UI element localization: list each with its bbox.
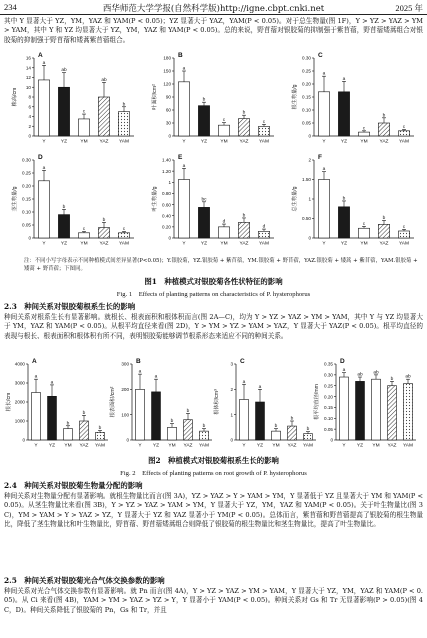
significance-letter: c <box>122 227 126 232</box>
significance-letter: c <box>362 221 366 227</box>
y-tick-label: 0 <box>168 235 171 241</box>
x-tick-label: YZ <box>340 241 348 247</box>
x-tick-label: YAZ <box>99 241 109 247</box>
x-tick-label: YAM <box>398 241 410 247</box>
significance-letter: ab <box>101 77 107 83</box>
x-tick-label: YAZ <box>79 443 89 449</box>
bar <box>378 123 389 136</box>
significance-letter: a <box>34 374 38 380</box>
y-tick-label: 8 <box>28 94 31 100</box>
panel-letter: B <box>178 52 183 59</box>
y-tick-label: 14 <box>25 65 31 71</box>
bar <box>118 233 129 238</box>
significance-letter: a <box>342 368 346 374</box>
y-tick-label: 0.15 <box>22 196 31 202</box>
section-heading: 2.3 种间关系对银胶菊根系生长的影响 <box>4 302 136 311</box>
significance-letter: b <box>290 416 294 422</box>
significance-letter: b <box>242 110 246 116</box>
x-tick-label: YAZ <box>99 139 109 145</box>
significance-letter: b <box>242 213 246 219</box>
paragraph: 种间关系对生物量分配有显著影响。就根生物量比而言(图 3A)，YZ > YAZ > Y > YAM > YM，Y 显著低于 YZ 且显著大于 YM 和 YAM(P < 0.05)。从茎生物量比来看(图 3B)，Y > YZ > YAZ > YAM > YM，Y 显著大于 YZ，YM，YAZ 和 YAM(P < 0.05)。关于叶生物量比(图 3C)，YM > YAM > Y > YAZ > YZ，Y 显著大于 YZ 和 YAZ 显著小于 YM(P < 0.05)。总体而言，紫苜蓿和野苜蓿提高了银胶菊的根生物量比，降低了茎生物量比和叶生物量比，野苜蓿、野苜蓿矮蒿组合则降低了银胶菊的根生物量比和茎生物量比，提高了叶生物量比。 <box>4 492 423 529</box>
section-heading: 2.4 种间关系对银胶菊生物量分配的影响 <box>4 481 143 490</box>
y-axis-label: 叶面积/cm² <box>152 84 158 110</box>
y-tick-label: 6 <box>28 104 31 110</box>
bar <box>58 215 69 238</box>
y-tick-label: 3 <box>230 361 233 367</box>
significance-letter: b <box>102 217 106 223</box>
x-tick-label: YAM <box>118 139 130 145</box>
y-tick-label: 0.30 <box>324 372 333 378</box>
x-tick-label: YAM <box>198 443 210 449</box>
significance-letter: ab <box>373 370 379 376</box>
bar <box>338 92 349 136</box>
y-tick-label: 4000 <box>14 361 25 367</box>
y-tick-label: 1.50 <box>302 177 311 183</box>
y-tick-label: 90 <box>165 94 171 100</box>
y-tick-label: 1 <box>230 412 233 418</box>
bar <box>398 131 409 136</box>
bar <box>78 119 89 136</box>
y-tick-label: 0.35 <box>324 361 333 367</box>
significance-letter: c <box>82 109 86 115</box>
y-tick-label: 30 <box>165 120 171 126</box>
y-tick-label: 0 <box>126 437 129 443</box>
y-tick-label: 0.80 <box>162 191 171 197</box>
significance-letter: b <box>390 376 394 382</box>
significance-letter: a <box>42 165 46 171</box>
significance-letter: b <box>170 419 174 425</box>
x-tick-label: Y <box>42 241 46 247</box>
panel-letter: C <box>318 52 323 59</box>
section-heading: 2.5 种间关系对银胶菊光合气体交换参数的影响 <box>4 576 165 585</box>
significance-letter: a <box>242 379 246 385</box>
y-tick-label: 0.20 <box>324 394 333 400</box>
x-tick-label: YZ <box>60 241 68 247</box>
x-tick-label: YM <box>372 443 380 449</box>
page-header <box>0 0 427 14</box>
x-tick-label: YAZ <box>287 443 297 449</box>
y-tick-label: 1.40 <box>162 157 171 163</box>
bar <box>356 381 365 440</box>
x-tick-label: YM <box>360 139 368 145</box>
y-tick-label: 2 <box>28 123 31 129</box>
x-tick-label: YZ <box>152 443 160 449</box>
figure-1-caption-en: Fig. 1 Effects of planting patterns on characteristics of P. hysterophorus <box>116 291 311 298</box>
bar <box>388 386 397 440</box>
bar <box>258 126 269 136</box>
x-tick-label: YAM <box>94 443 106 449</box>
significance-letter: ab <box>357 372 363 378</box>
bar <box>240 399 249 440</box>
y-tick-label: 0.40 <box>162 213 171 219</box>
figure-2-caption: 图2 种植模式对银胶菊根系生长的影响 <box>148 456 279 465</box>
x-tick-label: YZ <box>48 443 56 449</box>
x-tick-label: YAM <box>258 139 270 145</box>
y-tick-label: 12 <box>25 75 31 81</box>
x-tick-label: YM <box>80 139 88 145</box>
significance-letter: b <box>382 215 386 221</box>
x-tick-label: YM <box>360 241 368 247</box>
x-tick-label: YZ <box>256 443 264 449</box>
x-tick-label: Y <box>182 139 186 145</box>
y-axis-label: 茎生物量/g <box>12 186 18 212</box>
significance-letter: ab <box>61 68 67 74</box>
y-tick-label: 0.05 <box>324 426 333 432</box>
y-tick-label: 0.25 <box>302 68 311 74</box>
bar <box>38 80 49 136</box>
y-tick-label: 0 <box>330 437 333 443</box>
y-tick-label: 1 <box>168 179 171 185</box>
chart-panel <box>312 358 416 449</box>
bar <box>318 92 329 136</box>
panel-letter: A <box>32 358 37 365</box>
significance-letter: a <box>322 71 326 77</box>
bar <box>168 427 177 440</box>
x-tick-label: YM <box>80 241 88 247</box>
x-tick-label: YM <box>220 241 228 247</box>
y-tick-label: 4 <box>28 114 31 120</box>
significance-letter: a <box>50 380 54 386</box>
significance-letter: a <box>138 369 142 375</box>
y-tick-label: 100 <box>121 412 129 418</box>
y-tick-label: 0.50 <box>302 216 311 222</box>
header-rule <box>0 14 427 15</box>
y-tick-label: 0.20 <box>162 224 171 230</box>
y-tick-label: 180 <box>163 55 171 61</box>
x-tick-label: YZ <box>340 139 348 145</box>
y-axis-label: 根生物量/g <box>292 84 298 110</box>
y-tick-label: 200 <box>121 387 129 393</box>
significance-letter: c <box>402 125 406 130</box>
bar <box>178 82 189 136</box>
significance-letter: c <box>262 119 266 125</box>
significance-letter: bc <box>201 197 207 203</box>
x-tick-label: Y <box>242 443 246 449</box>
significance-letter: b <box>98 426 102 431</box>
significance-letter: b <box>382 113 386 119</box>
x-tick-label: YAM <box>118 241 130 247</box>
x-tick-label: YAZ <box>239 139 249 145</box>
bar <box>198 207 209 238</box>
paragraph: 种间关系对光合气体交换参数有显著影响。就 Pn 而言(图 4A)，Y > YZ > YAZ > YM > YAM，Y 显著大于 YZ，YM，YAZ 和 YAM(P < 0.05)。从 Ci 来看(图 4B)，YAM > YM > YAZ > YZ > Y，Y 显著小于 YAM(P < 0.05)。种间关系对 Gs 和 Tr 无显著影响(P > 0.05)(图 4C，D)。种间关系降低了银胶菊的 Pn，Gs 和 Tr，并且 <box>4 587 423 614</box>
significance-letter: a <box>258 384 262 390</box>
bar <box>178 180 189 239</box>
bar <box>98 97 109 136</box>
bar <box>372 379 381 440</box>
bar <box>200 431 209 440</box>
significance-letter: a <box>342 76 346 82</box>
significance-letter: a <box>182 66 186 72</box>
significance-letter: b <box>186 408 190 414</box>
chart-panel <box>212 358 316 449</box>
chart-panel <box>108 358 212 449</box>
bar <box>238 222 249 238</box>
paragraph: 其中 Y 显著大于 YZ，YM，YAZ 和 YAM(P < 0.05)；YZ 显著大于 YAZ，YAM(P < 0.05)。对于总生物量(图 1F)，Y > YZ > YAZ > YM > YAM，其中 Y 和 YZ 均显著大于 YZ，YM，YAZ 和 YAM(P < 0.05)。总的来说，野苜蓿对银胶菊的抑制强于紫苜蓿，野苜蓿矮蒿组合对银胶菊的抑制强于野苜蓿和矮蒿紫苜蓿组合。 <box>4 17 423 44</box>
significance-letter: b <box>122 102 126 108</box>
significance-letter: b <box>306 427 310 433</box>
significance-letter: c <box>222 118 226 124</box>
bar <box>58 87 69 136</box>
bar <box>80 421 89 440</box>
bar <box>340 377 349 440</box>
figure-1-panels <box>0 52 427 256</box>
bar <box>38 181 49 238</box>
x-tick-label: YAZ <box>379 139 389 145</box>
paragraph: 种间关系对根系生长有显著影响。就根长、根表面积和根体积而言(图 2A—C)，均为 Y > YZ > YAZ > YM > YAM，其中 Y 与 YZ 均显著大于 YM，YAZ 和 YAM(P < 0.05)。从根平均直径来看(图 2D)，Y > YM > YZ > YAM > YAZ，Y 显著大于 YAZ(P < 0.05)。根平均直径的表现与根长、根表面积和根体积有所不同，表明银胶菊能够调节根系形态来适应不同的种间关系。 <box>4 313 423 340</box>
y-tick-label: 0 <box>22 437 25 443</box>
bar <box>338 207 349 238</box>
significance-letter: a <box>322 167 326 173</box>
bar <box>98 228 109 238</box>
figure-2-panels <box>0 356 427 453</box>
y-tick-label: 0 <box>28 235 31 241</box>
y-tick-label: 0.25 <box>22 170 31 176</box>
y-tick-label: 150 <box>163 68 171 74</box>
x-tick-label: YM <box>64 443 72 449</box>
y-tick-label: 2 <box>230 387 233 393</box>
y-tick-label: 10 <box>25 84 31 90</box>
bar <box>152 392 161 440</box>
y-tick-label: 0.20 <box>22 183 31 189</box>
significance-letter: d <box>222 219 226 225</box>
panel-letter: F <box>318 154 322 161</box>
x-tick-label: Y <box>322 139 326 145</box>
x-tick-label: Y <box>138 443 142 449</box>
y-axis-label: 根体积/cm³ <box>214 389 220 415</box>
bar <box>318 180 329 239</box>
x-tick-label: YAZ <box>183 443 193 449</box>
panel-letter: B <box>136 358 141 365</box>
y-tick-label: 60 <box>165 107 171 113</box>
bar <box>218 125 229 136</box>
panel-letter: D <box>340 358 345 365</box>
y-tick-label: 3000 <box>14 380 25 386</box>
bar <box>358 132 369 136</box>
y-tick-label: 0.60 <box>162 202 171 208</box>
x-tick-label: Y <box>322 241 326 247</box>
y-axis-label: 叶生物量/g <box>152 186 158 212</box>
y-tick-label: 0.10 <box>324 415 333 421</box>
bar <box>238 119 249 136</box>
panel-letter: C <box>240 358 245 365</box>
x-tick-label: YAZ <box>387 443 397 449</box>
bar <box>48 396 57 440</box>
y-tick-label: 16 <box>25 55 31 61</box>
y-tick-label: 0.10 <box>22 209 31 215</box>
y-tick-label: 300 <box>121 361 129 367</box>
x-tick-label: Y <box>42 139 46 145</box>
y-tick-label: 0 <box>308 235 311 241</box>
bar <box>404 384 413 440</box>
bar <box>256 402 265 440</box>
year: 2025 年 <box>395 3 423 13</box>
chart-panel <box>150 52 274 145</box>
chart-panel <box>4 358 108 449</box>
x-tick-label: YM <box>168 443 176 449</box>
bar <box>64 429 73 440</box>
bar <box>184 420 193 440</box>
y-tick-label: 0.30 <box>22 157 31 163</box>
y-tick-label: 2000 <box>14 399 25 405</box>
y-tick-label: 0.05 <box>22 222 31 228</box>
x-tick-label: Y <box>34 443 38 449</box>
y-axis-label: 根表面积/cm² <box>110 386 116 418</box>
significance-letter: b <box>66 421 70 427</box>
bar <box>218 227 229 238</box>
significance-letter: b <box>62 204 66 210</box>
panel-letter: E <box>178 154 183 161</box>
y-tick-label: 0 <box>168 133 171 139</box>
significance-letter: b <box>274 424 278 430</box>
y-axis-label: 根平均直径/mm <box>314 383 320 421</box>
significance-letter: c <box>82 227 86 232</box>
bar <box>398 231 409 238</box>
bar <box>272 431 281 440</box>
significance-letter: a <box>182 163 186 169</box>
significance-letter: ab <box>405 374 411 380</box>
y-tick-label: 0 <box>230 437 233 443</box>
y-tick-label: 2 <box>308 157 311 163</box>
page-number: 234 <box>4 2 17 12</box>
y-tick-label: 1 <box>308 196 311 202</box>
x-tick-label: YZ <box>200 139 208 145</box>
y-tick-label: 0 <box>28 133 31 139</box>
x-tick-label: YM <box>272 443 280 449</box>
y-tick-label: 0.30 <box>302 55 311 61</box>
chart-panel <box>290 154 414 247</box>
x-tick-label: Y <box>342 443 346 449</box>
x-tick-label: YAM <box>258 241 270 247</box>
y-axis-label: 总生物量/g <box>292 186 298 212</box>
x-tick-label: YAM <box>398 139 410 145</box>
y-tick-label: 0 <box>308 133 311 139</box>
y-tick-label: 0.10 <box>302 107 311 113</box>
bar <box>78 233 89 238</box>
significance-letter: c <box>402 224 406 230</box>
x-tick-label: YZ <box>200 241 208 247</box>
y-axis-label: 株高/cm <box>12 87 18 107</box>
significance-letter: b <box>202 424 206 430</box>
bar <box>358 228 369 238</box>
bar <box>96 432 105 440</box>
y-tick-label: 1.20 <box>162 168 171 174</box>
panel-letter: A <box>38 52 43 59</box>
chart-panel <box>10 52 134 145</box>
figure-note: 注：不同小写字母表示不同种植模式间差异显著(P<0.05)；Y.银胶菊，YZ.银胶菊 + 紫苜蓿，YM.银胶菊 + 野苜蓿，YAZ.银胶菊 + 矮蒿 + 紫苜蓿，YAM.银胶菊 + 矮蒿 + 野苜蓿；下图同。 <box>24 258 418 272</box>
significance-letter: b <box>342 196 346 202</box>
x-tick-label: YAZ <box>239 241 249 247</box>
bar <box>198 106 209 136</box>
figure-1-caption: 图1 种植模式对银胶菊各性状特征的影响 <box>144 277 283 286</box>
y-tick-label: 0.20 <box>302 81 311 87</box>
significance-letter: a <box>154 374 158 380</box>
y-tick-label: 0.15 <box>324 405 333 411</box>
bar <box>304 434 313 440</box>
significance-letter: a <box>42 60 46 66</box>
y-tick-label: 0.05 <box>302 120 311 126</box>
chart-panel <box>290 52 414 145</box>
bar <box>378 224 389 238</box>
x-tick-label: YAZ <box>379 241 389 247</box>
journal-title: 西华师范大学学报(自然科学版)http://igne.cbpt.cnki.net <box>102 4 325 14</box>
bar <box>136 389 145 440</box>
x-tick-label: YZ <box>60 139 68 145</box>
x-tick-label: YZ <box>356 443 364 449</box>
x-tick-label: YM <box>220 139 228 145</box>
y-tick-label: 0.25 <box>324 383 333 389</box>
significance-letter: c <box>362 126 366 132</box>
bar <box>118 112 129 136</box>
y-tick-label: 0.15 <box>302 94 311 100</box>
bar <box>288 426 297 440</box>
bar <box>258 231 269 238</box>
significance-letter: b <box>202 97 206 103</box>
chart-panel <box>150 154 274 247</box>
bar <box>32 393 41 441</box>
y-tick-label: 120 <box>163 81 171 87</box>
x-tick-label: Y <box>182 241 186 247</box>
y-axis-label: 根长/cm <box>6 392 12 412</box>
figure-2-caption-en: Fig. 2 Effects of planting patterns on root growth of P. hysterophorus <box>120 470 307 477</box>
y-tick-label: 1000 <box>14 418 25 424</box>
panel-letter: D <box>38 154 43 161</box>
chart-panel <box>10 154 134 247</box>
x-tick-label: YAM <box>302 443 314 449</box>
x-tick-label: YAM <box>402 443 414 449</box>
significance-letter: b <box>82 410 86 416</box>
significance-letter: d <box>262 224 266 230</box>
